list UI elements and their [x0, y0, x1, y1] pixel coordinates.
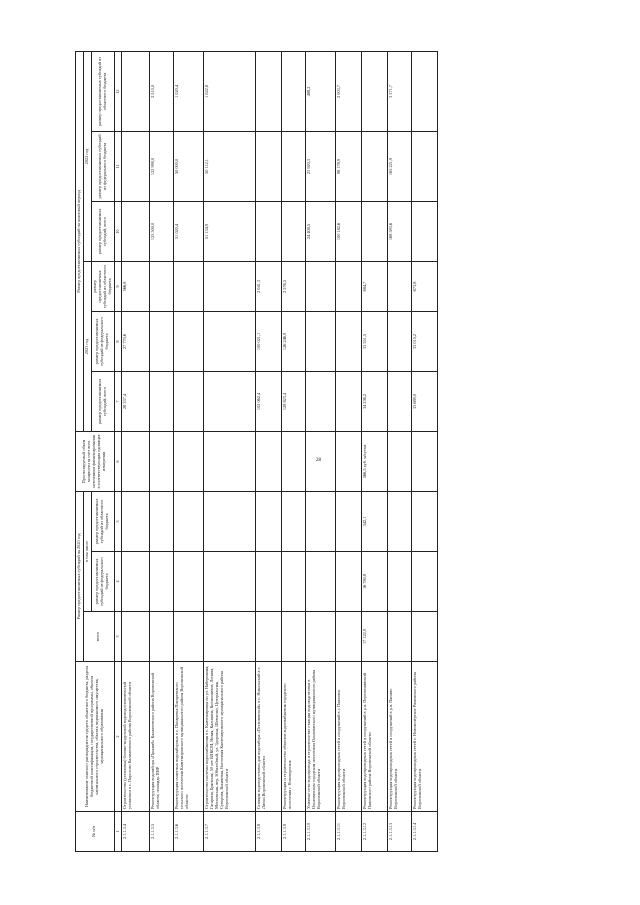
cell-c8 [174, 311, 204, 371]
cell-name: Реконструкция водопроводных сетей с. Новохопёрское Рамонского района Воронежской области [412, 662, 438, 812]
cell-c7: 28 337,4 [122, 371, 150, 431]
col-index: 1 [114, 812, 122, 852]
cell-c8: 27 770,6 [122, 311, 150, 371]
cell-c12 [362, 51, 388, 131]
cell-c5 [174, 491, 204, 551]
col-index: 4 [114, 552, 122, 612]
cell-num: 2.1.1.3.10 [306, 812, 336, 852]
cell-c5 [282, 491, 306, 551]
cell-name: Реконструкция и строительство объектов водоснабжения городского поселения г. Нововоронеж [282, 662, 306, 812]
cell-num: 2.1.1.3.14 [412, 812, 438, 852]
cell-name: Станция водоподготовки для водозабора «Песковатский» в с. Никольский в с. Лиски Воронежской области [256, 662, 282, 812]
cell-c12: 1 020,4 [174, 51, 204, 131]
cell-c12: 2 003,7 [336, 51, 362, 131]
cell-c7: 34 236,2 [362, 371, 388, 431]
cell-c5 [150, 491, 174, 551]
cell-num: 2.1.1.3.5 [150, 812, 174, 852]
cell-c9: 2 041,3 [256, 261, 282, 311]
cell-num: 2.1.1.3.4 [122, 812, 150, 852]
cell-c4 [412, 552, 438, 612]
rotated-table-wrapper [75, 52, 565, 852]
cell-name: Строительство (установка) блочно-модульной водоподготовительной установки в с. Пирогово Калачеевского района Воронежской области [122, 662, 150, 812]
table-row [306, 51, 336, 851]
cell-name: Реконструкция водопроводных сетей и сооружений в р.п. Панино Воронежской области [388, 662, 412, 812]
header-2022-reg: размер предоставляемых субсидий из областного бюджета [91, 51, 114, 131]
cell-name: Уличные сети водопровода и строительство станции водоподготовки в Ольховатском городском поселении Ольховатского муниципального района Воронежской области [306, 662, 336, 812]
cell-c8 [306, 311, 336, 371]
table-row [174, 51, 204, 851]
cell-c4 [204, 552, 256, 612]
cell-c6 [336, 431, 362, 491]
cell-c3 [306, 612, 336, 662]
col-index: 3 [114, 612, 122, 662]
header-2020-reg: размер предоставляемых субсидий из областного бюджета [91, 491, 114, 551]
table-row [122, 51, 150, 851]
cell-c8: 33 551,5 [362, 311, 388, 371]
cell-c7 [150, 371, 174, 431]
cell-c6 [412, 431, 438, 491]
cell-c10 [256, 201, 282, 261]
cell-c11 [362, 131, 388, 201]
cell-name: Строительство системы водоснабжения в с. Кантемировка по ул. Набережная, Гагарина, Брянская, 50 лет ВЛКСМ, Новая, Калинина, Космонавтов, Ленина, Московская, пер. Юбилейный, ул. Здоровья, Шевченко, Центральная, Суворова, Вишневая, Восточная Кантемировского муниципального района Воронежской области [204, 662, 256, 812]
table-row [204, 51, 256, 851]
cell-c12: 488,2 [306, 51, 336, 131]
cell-name: Реконструкция водозабора «Пришиб» Калачеевского района Воронежской области, площадь ПНР [150, 662, 174, 812]
table-row [256, 51, 282, 851]
cell-c4 [174, 552, 204, 612]
cell-c4 [256, 552, 282, 612]
cell-c12 [412, 51, 438, 131]
cell-c7 [174, 371, 204, 431]
cell-c7: 33 689,0 [412, 371, 438, 431]
cell-c6 [306, 431, 336, 491]
cell-num: 2.1.1.3.13 [388, 812, 412, 852]
cell-c10: 125 500,0 [150, 201, 174, 261]
cell-c10 [122, 201, 150, 261]
cell-c5 [336, 491, 362, 551]
cell-c3 [122, 612, 150, 662]
cell-c11: 50 112,1 [204, 131, 256, 201]
header-num: № п/п [76, 812, 115, 852]
cell-c5: 342,1 [362, 491, 388, 551]
cell-c5 [256, 491, 282, 551]
cell-c10: 168 593,6 [388, 201, 412, 261]
cell-c6 [204, 431, 256, 491]
cell-c10: 51 134,9 [204, 201, 256, 261]
column-index-row [114, 51, 122, 851]
cell-c11: 23 920,3 [306, 131, 336, 201]
cell-c11 [122, 131, 150, 201]
cell-c3 [256, 612, 282, 662]
cell-c12: 2 510,0 [150, 51, 174, 131]
table-row [412, 51, 438, 851]
header-2021-reg: размер предоставляемых субсидий из областного бюджета [91, 261, 114, 311]
table-row [388, 51, 412, 851]
cell-c9: 673,8 [412, 261, 438, 311]
cell-c9: 684,7 [362, 261, 388, 311]
cell-c3 [336, 612, 362, 662]
cell-c12 [282, 51, 306, 131]
cell-c12: 3 371,7 [388, 51, 412, 131]
cell-c5 [204, 491, 256, 551]
cell-c5 [306, 491, 336, 551]
cell-c12 [122, 51, 150, 131]
cell-c9: 2 576,5 [282, 261, 306, 311]
cell-c5 [412, 491, 438, 551]
cell-name: Реконструкция очистных водозаборных в с. Писаревка Писаревского сельского поселения Кантемировского муниципального района Воронежской области [174, 662, 204, 812]
col-index: 5 [114, 491, 122, 551]
cell-num: 2.1.1.3.8 [256, 812, 282, 852]
cell-num: 2.1.1.3.9 [282, 812, 306, 852]
cell-c9 [174, 261, 204, 311]
header-name: Наименование главного распорядителя средств областного бюджета, раздела бюджетной классификации, государственной программы, объекта капитального строительства, объекта недвижимого имущества, муниципального образования [76, 662, 115, 812]
cell-c4 [122, 552, 150, 612]
header-2020-incl: в том числе [83, 491, 91, 611]
table-row [282, 51, 306, 851]
cell-c9 [150, 261, 174, 311]
cell-c8 [150, 311, 174, 371]
cell-c10: 51 020,4 [174, 201, 204, 261]
cell-c3 [150, 612, 174, 662]
col-index: 8 [114, 311, 122, 371]
cell-c9: 566,8 [122, 261, 150, 311]
cell-c7 [388, 371, 412, 431]
col-index: 9 [114, 261, 122, 311]
cell-c11: 165 221,9 [388, 131, 412, 201]
cell-c10 [282, 201, 306, 261]
cell-c8: 126 246,9 [282, 311, 306, 371]
cell-c6 [174, 431, 204, 491]
cell-c12: 1 022,8 [204, 51, 256, 131]
cell-c10 [412, 201, 438, 261]
table-row [362, 51, 388, 851]
cell-c4 [336, 552, 362, 612]
cell-name: Реконструкция водопроводных сетей и сооружений в г. Павловск Воронежской области [336, 662, 362, 812]
cell-num: 2.1.1.3.7 [204, 812, 256, 852]
cell-c10: 100 182,6 [336, 201, 362, 261]
cell-c11 [256, 131, 282, 201]
cell-num: 2.1.1.3.6 [174, 812, 204, 852]
cell-c8 [388, 311, 412, 371]
cell-num: 2.1.1.3.12 [362, 812, 388, 852]
table-row [150, 51, 174, 851]
cell-c6 [122, 431, 150, 491]
header-2020-fed: размер предоставляемых субсидий из федерального бюджета [91, 552, 114, 612]
col-index: 7 [114, 371, 122, 431]
cell-c5 [388, 491, 412, 551]
table-header [76, 51, 122, 851]
cell-c8: 100 021,1 [256, 311, 282, 371]
header-plan: Размер предоставляемых субсидий на плановый период [76, 51, 84, 431]
cell-num: 2.1.1.3.11 [336, 812, 362, 852]
cell-c10 [362, 201, 388, 261]
cell-c4 [282, 552, 306, 612]
cell-c7 [336, 371, 362, 431]
cell-c4 [306, 552, 336, 612]
cell-c9 [336, 261, 362, 311]
cell-c4 [150, 552, 174, 612]
cell-c11: 122 990,0 [150, 131, 174, 201]
cell-c4 [388, 552, 412, 612]
header-2020-all: всего [83, 612, 114, 662]
col-index: 6 [114, 431, 122, 491]
header-2021: 2021 год [83, 261, 91, 431]
cell-c11 [412, 131, 438, 201]
header-2022-fed: размер предоставляемых субсидий из федерального бюджета [91, 131, 114, 201]
cell-name: Реконструкция водопроводных сетей и сооружений в р.п. Перелешинский Панинского района Воронежской области [362, 662, 388, 812]
cell-c8 [336, 311, 362, 371]
col-index: 11 [114, 131, 122, 201]
cell-c8: 33 015,2 [412, 311, 438, 371]
header-2021-total: размер предоставляемых субсидий, всего [91, 371, 114, 431]
cell-c3 [412, 612, 438, 662]
cell-c9 [306, 261, 336, 311]
cell-c9 [204, 261, 256, 311]
cell-c7 [204, 371, 256, 431]
cell-c7: 102 062,4 [256, 371, 282, 431]
cell-c7 [306, 371, 336, 431]
cell-c11: 98 178,9 [336, 131, 362, 201]
col-index: 10 [114, 201, 122, 261]
subsidy-table [75, 51, 438, 852]
cell-c6 [150, 431, 174, 491]
cell-c4: 16 780,8 [362, 552, 388, 612]
header-projected: Прогнозируемый объем мощности за счет всех источников финансирования в соответствующих единицах измерения [76, 431, 115, 491]
cell-c5 [122, 491, 150, 551]
cell-c6 [388, 431, 412, 491]
cell-c8 [204, 311, 256, 371]
header-2020: Размер предоставляемых субсидий на 2020 год [76, 491, 84, 661]
cell-c3 [204, 612, 256, 662]
cell-c3 [282, 612, 306, 662]
cell-c3 [174, 612, 204, 662]
cell-c11 [282, 131, 306, 201]
header-2021-fed: размер предоставляемых субсидий из федерального бюджета [91, 311, 114, 371]
cell-c7: 128 823,4 [282, 371, 306, 431]
cell-c3: 17 122,9 [362, 612, 388, 662]
cell-c12 [256, 51, 282, 131]
cell-c6: 566,5 куб. м/сутки [362, 431, 388, 491]
cell-c3 [388, 612, 412, 662]
page-number: 28 [316, 458, 321, 463]
cell-c6 [282, 431, 306, 491]
table-row [336, 51, 362, 851]
cell-c6 [256, 431, 282, 491]
cell-c11: 50 000,0 [174, 131, 204, 201]
col-index: 2 [114, 662, 122, 812]
header-2022: 2022 год [83, 51, 91, 261]
header-2022-total: размер предоставляемых субсидий, всего [91, 201, 114, 261]
table-body [122, 51, 438, 851]
col-index: 12 [114, 51, 122, 131]
cell-c10: 24 408,5 [306, 201, 336, 261]
cell-c9 [388, 261, 412, 311]
